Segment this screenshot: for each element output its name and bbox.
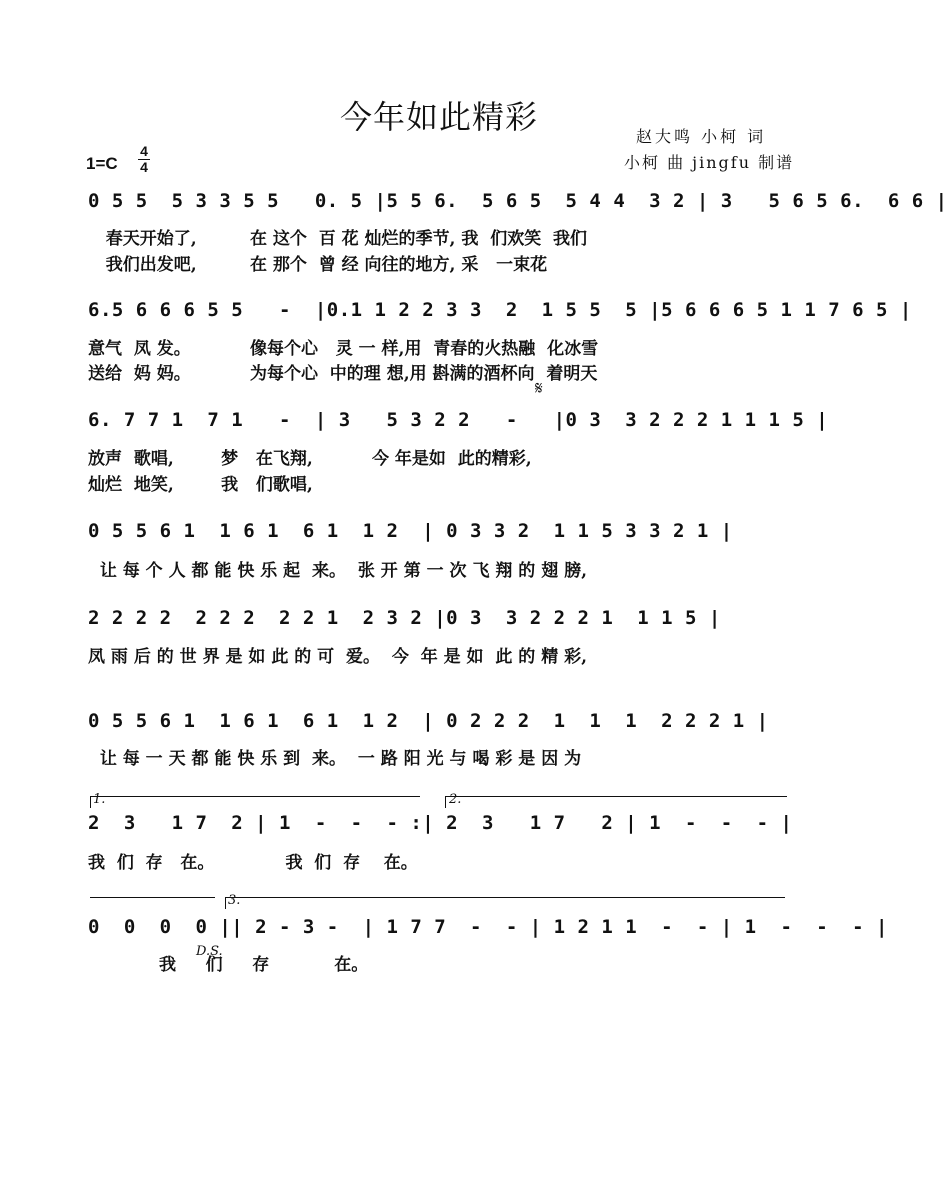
lyric-line-5: 凤 雨 后 的 世 界 是 如 此 的 可 爱。 今 年 是 如 此 的 精 彩, [88, 647, 588, 667]
volta-1-hook [90, 796, 91, 808]
notation-line-5: 2 2 2 2 2 2 2 2 2 1 2 3 2 |0 3 3 2 2 2 1 1 1 5 | [88, 607, 721, 629]
lyric-line-2a: 意气 凤 发。 像每个心 灵 一 样,用 青春的火热融 化冰雪 [88, 339, 599, 359]
notation-line-1: 0 5 5 5 3 3 5 5 0. 5 |5 5 6. 5 6 5 5 4 4 3 2 | 3 5 6 5 6. 6 6 | [88, 190, 948, 212]
lyric-line-1a: 春天开始了, 在 这个 百 花 灿烂的季节, 我 们欢笑 我们 [88, 229, 588, 249]
lyric-line-4: 让 每 个 人 都 能 快 乐 起 来。 张 开 第 一 次 飞 翔 的 翅 膀, [88, 561, 588, 581]
time-signature-bottom: 4 [138, 159, 150, 175]
notation-line-4: 0 5 5 6 1 1 6 1 6 1 1 2 | 0 3 3 2 1 1 5 3 3 2 1 | [88, 520, 733, 542]
volta-2-label: 2. [449, 792, 462, 807]
dal-segno-mark: D.S. [196, 944, 223, 959]
lyric-line-7: 我 们 存 在。 我 们 存 在。 [88, 853, 418, 873]
notation-line-7: 2 3 1 7 2 | 1 - - - :| 2 3 1 7 2 | 1 - - - | [88, 812, 793, 834]
coda-staff-rule [90, 897, 215, 898]
time-signature-top: 4 [140, 143, 148, 159]
notation-line-3: 6. 7 7 1 7 1 - | 3 5 3 2 2 - |0 3 3 2 2 2 1 1 1 5 | [88, 409, 829, 431]
composer-credit: 小柯 曲 jingfu 制谱 [624, 153, 795, 172]
lyric-line-2b: 送给 妈 妈。 为每个心 中的理 想,用 斟满的酒杯向 着明天 [88, 364, 598, 384]
lyric-line-6: 让 每 一 天 都 能 快 乐 到 来。 一 路 阳 光 与 喝 彩 是 因 为 [88, 749, 582, 769]
volta-3-label: 3. [228, 893, 241, 908]
lyric-line-3b: 灿烂 地笑, 我 们歌唱, [88, 475, 313, 495]
segno-icon: 𝄋 [535, 378, 543, 399]
song-title: 今年如此精彩 [339, 98, 538, 136]
notation-line-8: 0 0 0 0 || 2 - 3 - | 1 7 7 - - | 1 2 1 1 - - | 1 - - - | [88, 916, 888, 938]
volta-1-bracket [90, 796, 420, 797]
volta-3-hook [225, 897, 226, 909]
notation-line-6: 0 5 5 6 1 1 6 1 6 1 1 2 | 0 2 2 2 1 1 1 2 2 2 1 | [88, 710, 769, 732]
time-signature [138, 144, 150, 175]
volta-2-bracket [445, 796, 787, 797]
volta-2-hook [445, 796, 446, 808]
key-signature: 1=C [86, 154, 118, 173]
lyric-line-3a: 放声 歌唱, 梦 在飞翔, 今 年是如 此的精彩, [88, 449, 532, 469]
lyric-line-8: 我 们 存 在。 [88, 955, 369, 975]
volta-1-label: 1. [93, 792, 106, 807]
lyric-line-1b: 我们出发吧, 在 那个 曾 经 向往的地方, 采 一束花 [88, 255, 548, 275]
volta-3-bracket [225, 897, 785, 898]
lyricist-credit: 赵大鸣 小柯 词 [636, 127, 767, 146]
notation-line-2: 6.5 6 6 6 5 5 - |0.1 1 2 2 3 3 2 1 5 5 5 |5 6 6 6 5 1 1 7 6 5 | [88, 299, 912, 321]
